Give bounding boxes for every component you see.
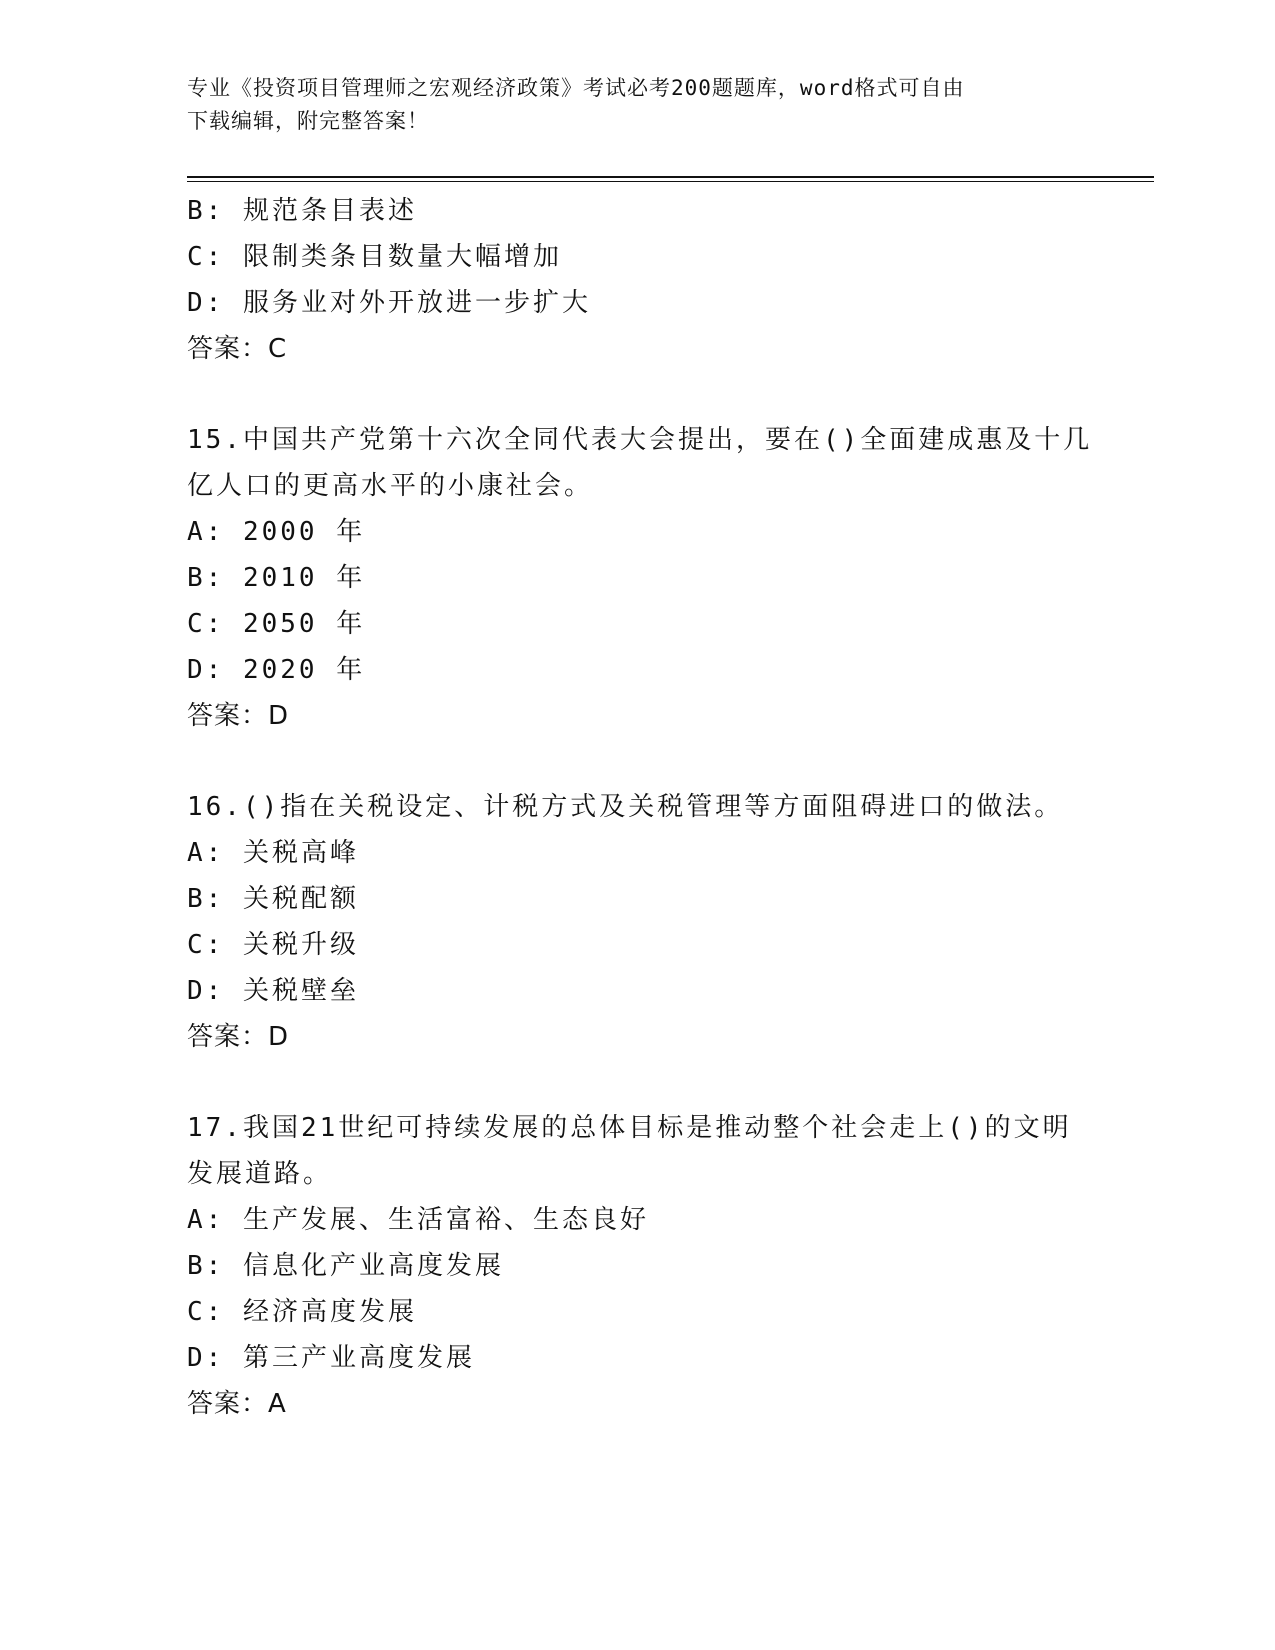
question-stem: 15.中国共产党第十六次全同代表大会提出，要在()全面建成惠及十几	[187, 425, 1093, 455]
option-a: A: 2000 年	[187, 517, 366, 547]
option-c: C: 经济高度发展	[187, 1297, 417, 1327]
header-rule	[187, 176, 1154, 178]
question-stem: 亿人口的更高水平的小康社会。	[187, 471, 594, 501]
header-line-1: 专业《投资项目管理师之宏观经济政策》考试必考200题题库，word格式可自由	[187, 76, 965, 100]
page-header	[187, 72, 1067, 138]
answer: 答案：D	[187, 701, 290, 731]
question-stem: 发展道路。	[187, 1159, 333, 1189]
question-15	[187, 417, 1093, 739]
header-line-2: 下载编辑，附完整答案！	[187, 109, 429, 133]
question-stem: 17.我国21世纪可持续发展的总体目标是推动整个社会走上()的文明	[187, 1113, 1072, 1143]
question-17	[187, 1105, 1087, 1427]
option-d: D: 关税壁垒	[187, 976, 359, 1006]
option-d: D: 服务业对外开放进一步扩大	[187, 288, 591, 318]
option-b: B: 关税配额	[187, 884, 359, 914]
option-d: D: 2020 年	[187, 655, 366, 685]
option-b: B: 信息化产业高度发展	[187, 1251, 504, 1281]
option-a: A: 关税高峰	[187, 838, 359, 868]
answer: 答案：C	[187, 334, 288, 364]
option-c: C: 关税升级	[187, 930, 359, 960]
option-d: D: 第三产业高度发展	[187, 1343, 475, 1373]
option-c: C: 2050 年	[187, 609, 366, 639]
answer: 答案：D	[187, 1022, 290, 1052]
option-a: A: 生产发展、生活富裕、生态良好	[187, 1205, 649, 1235]
question-stem: 16.()指在关税设定、计税方式及关税管理等方面阻碍进口的做法。	[187, 792, 1064, 822]
option-c: C: 限制类条目数量大幅增加	[187, 242, 562, 272]
answer: 答案：A	[187, 1389, 287, 1419]
question-16	[187, 784, 1087, 1060]
option-b: B: 2010 年	[187, 563, 366, 593]
option-b: B: 规范条目表述	[187, 196, 417, 226]
header-rule-thin	[187, 181, 1154, 182]
question-list	[187, 188, 1093, 1427]
continued-question	[187, 188, 1087, 372]
